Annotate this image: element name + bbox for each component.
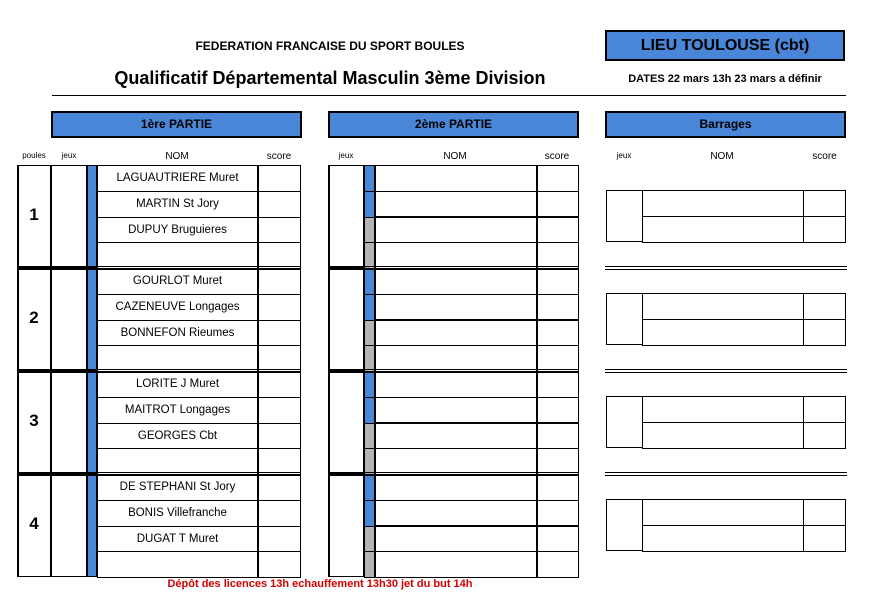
score-cell[interactable] [258, 320, 301, 347]
col-header-nom: NOM [165, 151, 189, 162]
barrage-jeux-cell[interactable] [606, 293, 643, 345]
jeux-cell[interactable] [51, 371, 87, 474]
score-cell-2[interactable] [537, 294, 579, 321]
score-cell[interactable] [258, 191, 301, 218]
barrage-name-cell[interactable] [642, 499, 804, 526]
player-name: GEORGES Cbt [97, 423, 258, 450]
barrage-score-cell[interactable] [803, 525, 846, 552]
jeux-cell-2[interactable] [328, 474, 364, 577]
barrage-name-cell[interactable] [642, 319, 804, 346]
dates-text: DATES 22 mars 13h 23 mars a définir [628, 73, 822, 85]
poule-separator [17, 472, 301, 476]
score-cell[interactable] [258, 526, 301, 553]
poule-number: 2 [29, 308, 39, 327]
poule-separator [17, 266, 301, 270]
section-partie-2: 2ème PARTIE [328, 111, 579, 138]
player-name [97, 448, 258, 475]
col-header-nom-3: NOM [710, 151, 734, 162]
federation-name: FEDERATION FRANCAISE DU SPORT BOULES [195, 39, 465, 53]
name-cell-2[interactable] [375, 320, 537, 347]
barrage-name-cell[interactable] [642, 216, 804, 243]
barrage-score-cell[interactable] [803, 396, 846, 423]
player-name: DE STEPHANI St Jory [97, 474, 258, 501]
name-cell-2[interactable] [375, 371, 537, 398]
barrage-name-cell[interactable] [642, 190, 804, 217]
jeux-cell[interactable] [51, 165, 87, 268]
jeux-cell-2[interactable] [328, 268, 364, 371]
barrage-name-cell[interactable] [642, 525, 804, 552]
footer-note: Dépôt des licences 13h echauffement 13h30 jet du but 14h [167, 578, 473, 590]
row-marker-2 [364, 371, 375, 398]
poule-separator-2 [328, 266, 579, 270]
row-marker-2 [364, 500, 375, 527]
barrage-score-cell[interactable] [803, 319, 846, 346]
name-cell-2[interactable] [375, 423, 537, 450]
section-barrages: Barrages [605, 111, 846, 138]
row-marker-2 [364, 242, 375, 269]
score-cell-2[interactable] [537, 320, 579, 347]
row-marker [87, 371, 97, 474]
score-cell[interactable] [258, 448, 301, 475]
name-cell-2[interactable] [375, 242, 537, 269]
score-cell-2[interactable] [537, 397, 579, 424]
score-cell[interactable] [258, 294, 301, 321]
barrage-jeux-cell[interactable] [606, 499, 643, 551]
name-cell-2[interactable] [375, 294, 537, 321]
col-header-score-2: score [544, 151, 570, 162]
row-marker [87, 474, 97, 577]
score-cell[interactable] [258, 397, 301, 424]
player-name: DUPUY Bruguieres [97, 217, 258, 244]
name-cell-2[interactable] [375, 217, 537, 244]
score-cell-2[interactable] [537, 371, 579, 398]
name-cell-2[interactable] [375, 345, 537, 372]
row-marker-2 [364, 526, 375, 553]
barrage-name-cell[interactable] [642, 422, 804, 449]
score-cell[interactable] [258, 474, 301, 501]
row-marker-2 [364, 397, 375, 424]
row-marker-2 [364, 165, 375, 192]
lieu-box: LIEU TOULOUSE (cbt) [605, 30, 845, 61]
section-partie-1: 1ère PARTIE [51, 111, 302, 138]
player-name: MARTIN St Jory [97, 191, 258, 218]
player-name: LORITE J Muret [97, 371, 258, 398]
score-cell-2[interactable] [537, 474, 579, 501]
row-marker-2 [364, 294, 375, 321]
jeux-cell-2[interactable] [328, 371, 364, 474]
name-cell-2[interactable] [375, 268, 537, 295]
score-cell[interactable] [258, 165, 301, 192]
col-header-nom-2: NOM [443, 151, 467, 162]
barrage-score-cell[interactable] [803, 499, 846, 526]
score-cell-2[interactable] [537, 423, 579, 450]
score-cell[interactable] [258, 345, 301, 372]
score-cell[interactable] [258, 551, 301, 578]
col-header-poules: poules [22, 151, 46, 160]
col-header-jeux-3: jeux [616, 151, 632, 160]
player-name: DUGAT T Muret [97, 526, 258, 553]
player-name: CAZENEUVE Longages [97, 294, 258, 321]
barrage-name-cell[interactable] [642, 396, 804, 423]
name-cell-2[interactable] [375, 500, 537, 527]
player-name: BONIS Villefranche [97, 500, 258, 527]
name-cell-2[interactable] [375, 474, 537, 501]
score-cell[interactable] [258, 371, 301, 398]
barrage-name-cell[interactable] [642, 293, 804, 320]
poule-number: 3 [29, 411, 39, 430]
score-cell-2[interactable] [537, 526, 579, 553]
player-name: BONNEFON Rieumes [97, 320, 258, 347]
col-header-score: score [266, 151, 292, 162]
jeux-cell-2[interactable] [328, 165, 364, 268]
player-name [97, 345, 258, 372]
player-name: GOURLOT Muret [97, 268, 258, 295]
jeux-cell[interactable] [51, 268, 87, 371]
poule-number: 1 [29, 205, 39, 224]
poule-number: 4 [29, 514, 39, 533]
name-cell-2[interactable] [375, 551, 537, 578]
score-cell-2[interactable] [537, 217, 579, 244]
score-cell-2[interactable] [537, 551, 579, 578]
row-marker-2 [364, 474, 375, 501]
barrage-score-cell[interactable] [803, 422, 846, 449]
jeux-cell[interactable] [51, 474, 87, 577]
row-marker-2 [364, 345, 375, 372]
score-cell-2[interactable] [537, 448, 579, 475]
score-cell-2[interactable] [537, 242, 579, 269]
row-marker-2 [364, 551, 375, 578]
barrage-jeux-cell[interactable] [606, 396, 643, 448]
score-cell[interactable] [258, 500, 301, 527]
col-header-jeux-2: jeux [338, 151, 354, 160]
header-rule [52, 95, 846, 96]
score-cell[interactable] [258, 242, 301, 269]
barrage-jeux-cell[interactable] [606, 190, 643, 242]
score-cell[interactable] [258, 217, 301, 244]
row-marker-2 [364, 191, 375, 218]
score-cell[interactable] [258, 423, 301, 450]
name-cell-2[interactable] [375, 165, 537, 192]
barrage-score-cell[interactable] [803, 293, 846, 320]
row-marker-2 [364, 448, 375, 475]
name-cell-2[interactable] [375, 191, 537, 218]
poule-separator-2 [328, 472, 579, 476]
row-marker-2 [364, 423, 375, 450]
player-name [97, 242, 258, 269]
barrage-score-cell[interactable] [803, 216, 846, 243]
row-marker-2 [364, 268, 375, 295]
score-cell-2[interactable] [537, 500, 579, 527]
score-cell[interactable] [258, 268, 301, 295]
score-cell-2[interactable] [537, 268, 579, 295]
player-name: MAITROT Longages [97, 397, 258, 424]
poule-separator-2 [328, 369, 579, 373]
poule-separator-3 [605, 266, 847, 270]
player-name: LAGUAUTRIERE Muret [97, 165, 258, 192]
name-cell-2[interactable] [375, 397, 537, 424]
col-header-jeux: jeux [61, 151, 77, 160]
row-marker [87, 165, 97, 268]
name-cell-2[interactable] [375, 448, 537, 475]
page-title: Qualificatif Départemental Masculin 3ème Division [114, 68, 546, 88]
poule-separator-3 [605, 369, 847, 373]
barrage-score-cell[interactable] [803, 190, 846, 217]
row-marker-2 [364, 320, 375, 347]
poule-separator-3 [605, 472, 847, 476]
name-cell-2[interactable] [375, 526, 537, 553]
poule-separator [17, 369, 301, 373]
player-name [97, 551, 258, 578]
col-header-score-3: score [812, 151, 837, 162]
row-marker [87, 268, 97, 371]
score-cell-2[interactable] [537, 165, 579, 192]
score-cell-2[interactable] [537, 191, 579, 218]
row-marker-2 [364, 217, 375, 244]
score-cell-2[interactable] [537, 345, 579, 372]
